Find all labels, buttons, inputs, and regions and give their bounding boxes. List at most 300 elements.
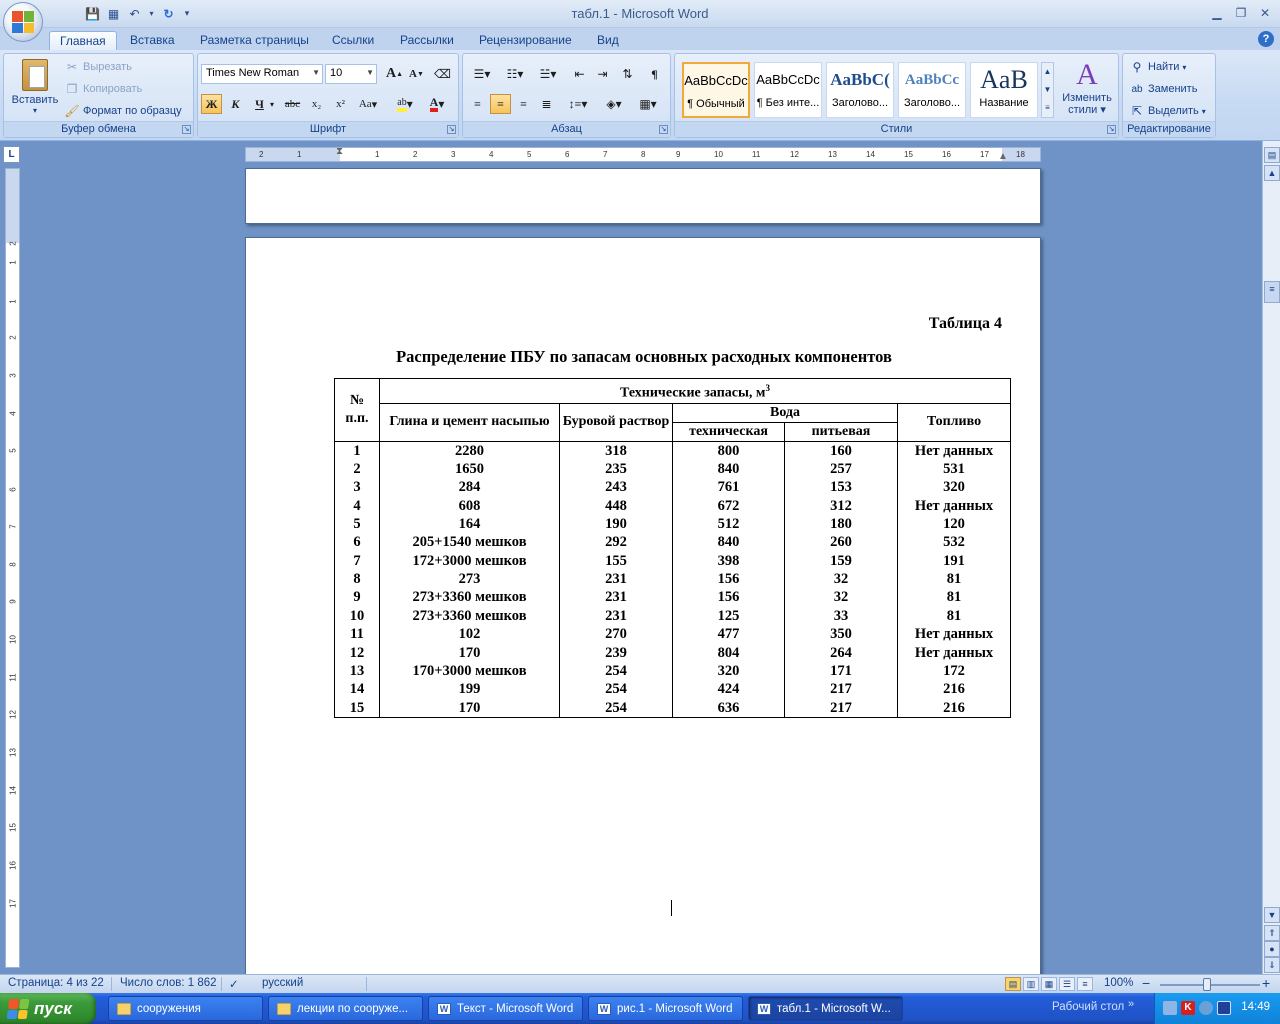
decrease-indent-icon[interactable]: ⇤ [574,66,585,81]
cursor-arrow-icon: ⇱ [1131,104,1143,118]
table-cell[interactable]: 190 [560,515,673,533]
justify-icon[interactable]: ≣ [541,96,552,111]
table-cell[interactable]: 231 [560,607,673,625]
ruler-mark: 15 [8,823,18,832]
ruler-mark: 2 [259,150,264,159]
table-cell[interactable]: 532 [898,533,1011,551]
change-styles-icon: A [1076,58,1098,91]
table-header-num [335,379,380,442]
header-group-sup: 3 [765,383,770,393]
tab-page-layout[interactable]: Разметка страницы [200,33,309,47]
table-cell[interactable]: 217 [785,699,898,717]
chevron-right-icon[interactable]: » [1128,998,1135,1010]
change-case-button[interactable]: Aa ▾ [358,98,378,111]
window-title: табл.1 - Microsoft Word [571,6,709,21]
ruler-mark: 5 [527,150,532,159]
table-cell[interactable]: 800 [673,441,785,459]
table-cell[interactable]: 81 [898,607,1011,625]
tab-selector-icon[interactable]: L [3,146,20,163]
table-cell[interactable]: 243 [560,478,673,496]
table-cell[interactable]: 2 [335,460,380,478]
ruler-mark: 3 [8,373,18,378]
table-cell[interactable]: 216 [898,699,1011,717]
table-cell[interactable]: Нет данных [898,625,1011,643]
table-cell[interactable]: Нет данных [898,643,1011,661]
table-cell[interactable]: 7 [335,552,380,570]
table-cell[interactable]: 32 [785,588,898,606]
table-cell[interactable]: 270 [560,625,673,643]
ruler-mark: 17 [8,899,18,908]
table-cell[interactable]: 273+3360 мешков [380,607,560,625]
chevron-down-icon: ▼ [312,68,320,77]
table-cell[interactable]: 81 [898,588,1011,606]
table-cell[interactable]: 840 [673,533,785,551]
undo-dropdown-icon[interactable]: ▾ [149,9,154,18]
print-layout-view-icon[interactable]: ▤ [1005,977,1021,991]
desktop-toolbar[interactable]: Рабочий стол [1052,1001,1125,1013]
scroll-up-icon[interactable]: ▲ [1264,165,1280,181]
shading-icon[interactable]: ◈▾ [606,96,622,111]
table-row[interactable] [335,533,1011,551]
table-cell[interactable]: 33 [785,607,898,625]
ruler-mark: 2 [413,150,418,159]
table-cell[interactable]: 199 [380,680,560,698]
table-cell[interactable]: 254 [560,680,673,698]
paste-button[interactable]: Вставить ▾ [9,57,61,119]
table-cell[interactable]: 448 [560,496,673,514]
ruler-mark: 13 [8,748,18,757]
table-cell[interactable]: 320 [673,662,785,680]
style-name: Название [979,97,1029,109]
style-name: ¶ Без инте... [756,97,820,109]
bold-button[interactable]: Ж [201,94,222,114]
table-label: Таблица 4 [928,315,1002,332]
format-painter-button[interactable] [64,101,182,121]
table-cell[interactable]: 11 [335,625,380,643]
ruler-mark: 13 [828,150,837,159]
font-group-label: Шрифт [198,121,458,137]
table-cell[interactable]: 512 [673,515,785,533]
table-row[interactable] [335,588,1011,606]
page-count[interactable]: Страница: 4 из 22 [8,977,104,989]
select-button[interactable]: ⇱ Выделить ▾ [1129,101,1206,121]
format-painter-label: Формат по образцу [83,105,182,117]
ruler-mark: 18 [1016,150,1025,159]
table-cell[interactable]: 840 [673,460,785,478]
copy-label: Копировать [83,83,143,95]
styles-group-label: Стили [675,121,1118,137]
outline-view-icon[interactable]: ☰ [1059,977,1075,991]
table-cell[interactable]: 172+3000 мешков [380,552,560,570]
change-styles-label-2: стили [1068,104,1098,116]
table-cell[interactable]: 284 [380,478,560,496]
paragraph-group-label: Абзац [463,121,670,137]
header-group-text: Технические запасы, м [620,385,766,401]
styles-scroll[interactable]: ▲ ▼ ≡ [1041,62,1054,118]
font-size-value: 10 [330,67,343,79]
zoom-level[interactable]: 100% [1104,977,1134,989]
table-header-group [380,379,1011,404]
restore-icon[interactable]: ❐ [1235,6,1247,20]
vertical-scrollbar[interactable] [1262,141,1280,974]
font-color-icon [430,96,439,112]
taskbar-item-sooruzheniya[interactable] [108,996,263,1021]
indent-marker-icon[interactable]: ⧗ [336,147,344,157]
table-cell[interactable]: 636 [673,699,785,717]
table-cell[interactable]: 15 [335,699,380,717]
task-label: Текст - Microsoft Word [457,1002,574,1015]
table-header-water-tech [673,422,785,441]
font-group [197,53,459,138]
table-row[interactable] [335,680,1011,698]
copy-icon: ❐ [66,82,78,96]
right-indent-marker-icon[interactable]: ▲ [998,151,1008,162]
table-cell[interactable]: 235 [560,460,673,478]
page-previous[interactable] [245,168,1041,224]
table-cell[interactable]: 217 [785,680,898,698]
table-row[interactable] [335,699,1011,717]
table-header-mud [560,403,673,441]
table-cell[interactable]: 205+1540 мешков [380,533,560,551]
ruler-mark: 14 [8,786,18,795]
ruler-mark: 6 [8,487,18,492]
prev-page-icon[interactable]: ⇑ [1264,925,1280,941]
style-name: Заголово... [831,97,889,109]
full-screen-view-icon[interactable]: ▥ [1023,977,1039,991]
zoom-out-icon[interactable]: − [1142,975,1151,991]
table-row[interactable] [335,570,1011,588]
table-cell[interactable]: 216 [898,680,1011,698]
table-header-clay [380,403,560,441]
kaspersky-icon[interactable]: K [1181,1001,1195,1015]
ribbon-tab-row [0,28,1280,50]
table-cell[interactable]: 312 [785,496,898,514]
styles-group [674,53,1119,138]
table-cell[interactable]: 156 [673,588,785,606]
help-icon[interactable]: ? [1258,31,1274,47]
table-row[interactable] [335,662,1011,680]
replace-label: Заменить [1148,83,1198,95]
print-preview-icon[interactable]: ▦ [107,6,120,21]
strikethrough-button[interactable]: abc [284,98,301,110]
table-cell[interactable]: 273+3360 мешков [380,588,560,606]
table-cell[interactable]: 164 [380,515,560,533]
table-cell[interactable]: 160 [785,441,898,459]
table-cell[interactable]: 32 [785,570,898,588]
table-cell[interactable]: 398 [673,552,785,570]
table-cell[interactable]: 159 [785,552,898,570]
table-cell[interactable]: 761 [673,478,785,496]
table-header-fuel [898,403,1011,441]
header-num-text: № п.п. [345,392,369,426]
paste-label: Вставить [11,94,59,106]
ruler-mark: 7 [603,150,608,159]
table-cell[interactable]: 260 [785,533,898,551]
select-browse-object-icon[interactable]: ● [1264,941,1280,957]
borders-icon[interactable]: ▦▾ [639,96,657,111]
table-cell[interactable]: 172 [898,662,1011,680]
zoom-in-icon[interactable]: + [1262,975,1271,991]
zoom-thumb[interactable] [1203,978,1211,991]
table-row[interactable] [335,441,1011,459]
line-spacing-icon[interactable]: ↕≡▾ [568,96,588,111]
horizontal-ruler[interactable] [245,147,1041,162]
superscript-button[interactable]: x² [336,98,345,110]
table-cell[interactable]: 1 [335,441,380,459]
editing-group-label: Редактирование [1123,121,1215,137]
highlight-button[interactable]: ab ▾ [397,96,413,111]
table-cell[interactable]: 155 [560,552,673,570]
word-count[interactable]: Число слов: 1 862 [120,977,217,989]
numbering-icon[interactable]: ☷▾ [506,66,524,81]
font-color-button[interactable]: A ▾ [429,95,445,111]
taskbar-item-tekst-word[interactable] [428,996,583,1021]
office-logo-icon [12,11,34,33]
align-center-icon[interactable]: ≡ [490,94,511,114]
scroll-down-icon[interactable]: ▼ [1264,907,1280,923]
font-size-combo[interactable] [325,64,377,84]
table-cell[interactable]: 231 [560,588,673,606]
ruler-mark: 17 [980,150,989,159]
ruler-mark: 1 [297,150,302,159]
start-button[interactable] [0,993,96,1024]
grow-font-button[interactable]: A ▲ [385,66,404,81]
table-cell[interactable]: Нет данных [898,496,1011,514]
table-cell[interactable]: 120 [898,515,1011,533]
ruler-mark: 16 [942,150,951,159]
status-bar [0,974,1280,993]
bullets-icon[interactable]: ☰▾ [473,66,491,81]
ruler-margin-top [6,169,19,243]
undo-icon[interactable]: ↶ [129,6,140,21]
customize-qat-icon[interactable]: ▾ [184,8,190,18]
cut-button[interactable] [64,57,132,77]
align-right-icon[interactable]: ≡ [520,96,527,111]
grow-font-glyph: A [385,66,397,81]
table-row[interactable] [335,478,1011,496]
style-no-spacing[interactable] [754,62,822,118]
header-water-drink-text: питьевая [811,423,871,439]
taskbar-item-ris1-word[interactable] [588,996,743,1021]
table-cell[interactable]: 254 [560,662,673,680]
table-cell[interactable]: 6 [335,533,380,551]
tab-references[interactable]: Ссылки [332,33,375,47]
table-cell[interactable]: 170+3000 мешков [380,662,560,680]
draft-view-icon[interactable]: ≡ [1077,977,1093,991]
table-cell[interactable]: 10 [335,607,380,625]
table-row[interactable] [335,552,1011,570]
table-cell[interactable]: 1650 [380,460,560,478]
table-cell[interactable]: 531 [898,460,1011,478]
table-cell[interactable]: 81 [898,570,1011,588]
status-divider [221,977,222,991]
table-cell[interactable]: 153 [785,478,898,496]
sort-icon[interactable]: ⇅ [622,66,633,81]
table-cell[interactable]: 102 [380,625,560,643]
page-current[interactable] [245,237,1041,977]
table-row[interactable] [335,607,1011,625]
redo-icon[interactable]: ↻ [163,6,174,21]
table-row[interactable] [335,515,1011,533]
taskbar-item-lektsii[interactable] [268,996,423,1021]
table-cell[interactable]: 170 [380,643,560,661]
taskbar [0,993,1280,1024]
ruler-mark: 11 [8,673,18,682]
underline-dropdown-icon[interactable]: ▾ [269,99,274,109]
font-launcher-icon[interactable]: ↘ [448,126,455,133]
table-cell[interactable]: 239 [560,643,673,661]
ruler-mark: 5 [8,448,18,453]
find-button[interactable]: ⚲ Найти ▾ [1129,57,1186,77]
change-styles-button[interactable]: A Изменить стили ▾ [1059,58,1115,120]
table-cell[interactable]: 8 [335,570,380,588]
web-layout-view-icon[interactable]: ▦ [1041,977,1057,991]
table-cell[interactable]: 9 [335,588,380,606]
table-cell[interactable]: 804 [673,643,785,661]
clock: 14:49 [1241,1001,1270,1013]
table-cell[interactable]: 3 [335,478,380,496]
window-controls [1206,4,1276,22]
tab-home[interactable]: Главная [49,31,117,50]
highlighter-icon: ab [397,97,406,112]
italic-button[interactable]: К [231,96,240,111]
table-cell[interactable]: 125 [673,607,785,625]
table-row[interactable] [335,496,1011,514]
table-cell[interactable]: 254 [560,699,673,717]
network-icon[interactable] [1163,1001,1177,1015]
table-cell[interactable]: 273 [380,570,560,588]
shrink-font-glyph: A [409,68,417,80]
table-header-water-drink [785,422,898,441]
clipboard-group-label: Буфер обмена [4,121,193,137]
table-cell[interactable]: Нет данных [898,441,1011,459]
paragraph-launcher-icon[interactable]: ↘ [660,126,667,133]
show-marks-icon[interactable]: ¶ [651,66,658,81]
style-sample: AaBbCc [904,72,960,88]
text-cursor [671,900,672,916]
table-cell[interactable]: 4 [335,496,380,514]
volume-icon[interactable] [1199,1001,1213,1015]
font-name-combo[interactable] [201,64,323,84]
brush-icon: 🖌 [64,104,80,118]
table-cell[interactable]: 2280 [380,441,560,459]
ruler-mark: 11 [752,150,761,159]
scroll-thumb[interactable]: ≡ [1264,281,1280,303]
table-row[interactable] [335,643,1011,661]
minimize-icon[interactable]: ▁ [1212,6,1222,20]
document-heading: Распределение ПБУ по запасам основных расходных компонентов [396,347,892,366]
taskbar-item-tabl1-word[interactable] [748,996,903,1021]
task-label: сооружения [137,1002,201,1015]
shrink-font-button[interactable]: A ▼ [409,68,424,80]
table-cell[interactable]: 350 [785,625,898,643]
tab-mailings[interactable]: Рассылки [400,33,454,47]
multilevel-list-icon[interactable]: ☱▾ [539,66,557,81]
folder-icon [277,1003,291,1015]
save-icon[interactable]: 💾 [85,6,100,21]
word-icon: W [757,1003,771,1015]
spellcheck-icon[interactable]: ✓ [229,979,239,991]
ruler-mark: 1 [8,299,18,304]
data-table[interactable] [334,378,1011,718]
table-cell[interactable]: 191 [898,552,1011,570]
table-cell[interactable]: 320 [898,478,1011,496]
table-cell[interactable]: 231 [560,570,673,588]
table-cell[interactable]: 12 [335,643,380,661]
ruler-mark: 1 [375,150,380,159]
table-cell[interactable]: 264 [785,643,898,661]
next-page-icon[interactable]: ⇓ [1264,957,1280,973]
table-cell[interactable]: 13 [335,662,380,680]
table-row[interactable] [335,460,1011,478]
copy-button[interactable] [64,79,142,99]
system-tray [1154,993,1280,1024]
styles-launcher-icon[interactable]: ↘ [1108,126,1115,133]
clipboard-launcher-icon[interactable]: ↘ [183,126,190,133]
align-left-icon[interactable]: ≡ [474,96,481,111]
style-title[interactable] [970,62,1038,118]
table-cell[interactable]: 318 [560,441,673,459]
table-cell[interactable]: 171 [785,662,898,680]
table-cell[interactable]: 672 [673,496,785,514]
tab-view[interactable]: Вид [597,33,619,47]
style-heading-1[interactable] [826,62,894,118]
ruler-mark: 15 [904,150,913,159]
style-heading-2[interactable] [898,62,966,118]
vertical-ruler[interactable] [5,168,20,968]
table-cell[interactable]: 156 [673,570,785,588]
table-body [335,441,1011,717]
ruler-mark: 2 [8,335,18,340]
increase-indent-icon[interactable]: ⇥ [597,66,608,81]
style-normal[interactable] [682,62,750,118]
header-water-text: Вода [769,404,801,420]
tab-insert[interactable]: Вставка [130,33,175,47]
table-cell[interactable]: 477 [673,625,785,643]
table-cell[interactable]: 257 [785,460,898,478]
word-icon: W [437,1003,451,1015]
ribbon [0,50,1280,141]
office-button[interactable] [3,2,43,42]
subscript-button[interactable]: x₂ [311,98,322,110]
header-mud-text: Буровой раствор [562,414,670,430]
underline-button[interactable]: Ч [255,96,264,111]
close-icon[interactable]: ✕ [1259,6,1271,20]
replace-button[interactable] [1129,79,1197,99]
table-cell[interactable]: 180 [785,515,898,533]
table-cell[interactable]: 292 [560,533,673,551]
ruler-mark: 9 [8,599,18,604]
task-label: табл.1 - Microsoft W... [777,1002,891,1015]
ruler-mark: 3 [451,150,456,159]
table-cell[interactable]: 14 [335,680,380,698]
select-label: Выделить [1148,105,1199,117]
cut-label: Вырезать [83,61,132,73]
table-cell[interactable]: 5 [335,515,380,533]
header-fuel-text: Топливо [926,414,982,430]
ruler-toggle-icon[interactable]: ▤ [1264,147,1280,163]
table-row[interactable] [335,625,1011,643]
table-cell[interactable]: 424 [673,680,785,698]
table-cell[interactable]: 608 [380,496,560,514]
font-name-value: Times New Roman [206,67,300,79]
language[interactable]: русский [262,977,304,989]
style-name: Заголово... [903,97,961,109]
tab-review[interactable]: Рецензирование [479,33,572,47]
language-bar-icon[interactable] [1217,1001,1231,1015]
clear-formatting-icon[interactable]: ⌫ [434,66,451,81]
table-cell[interactable]: 170 [380,699,560,717]
